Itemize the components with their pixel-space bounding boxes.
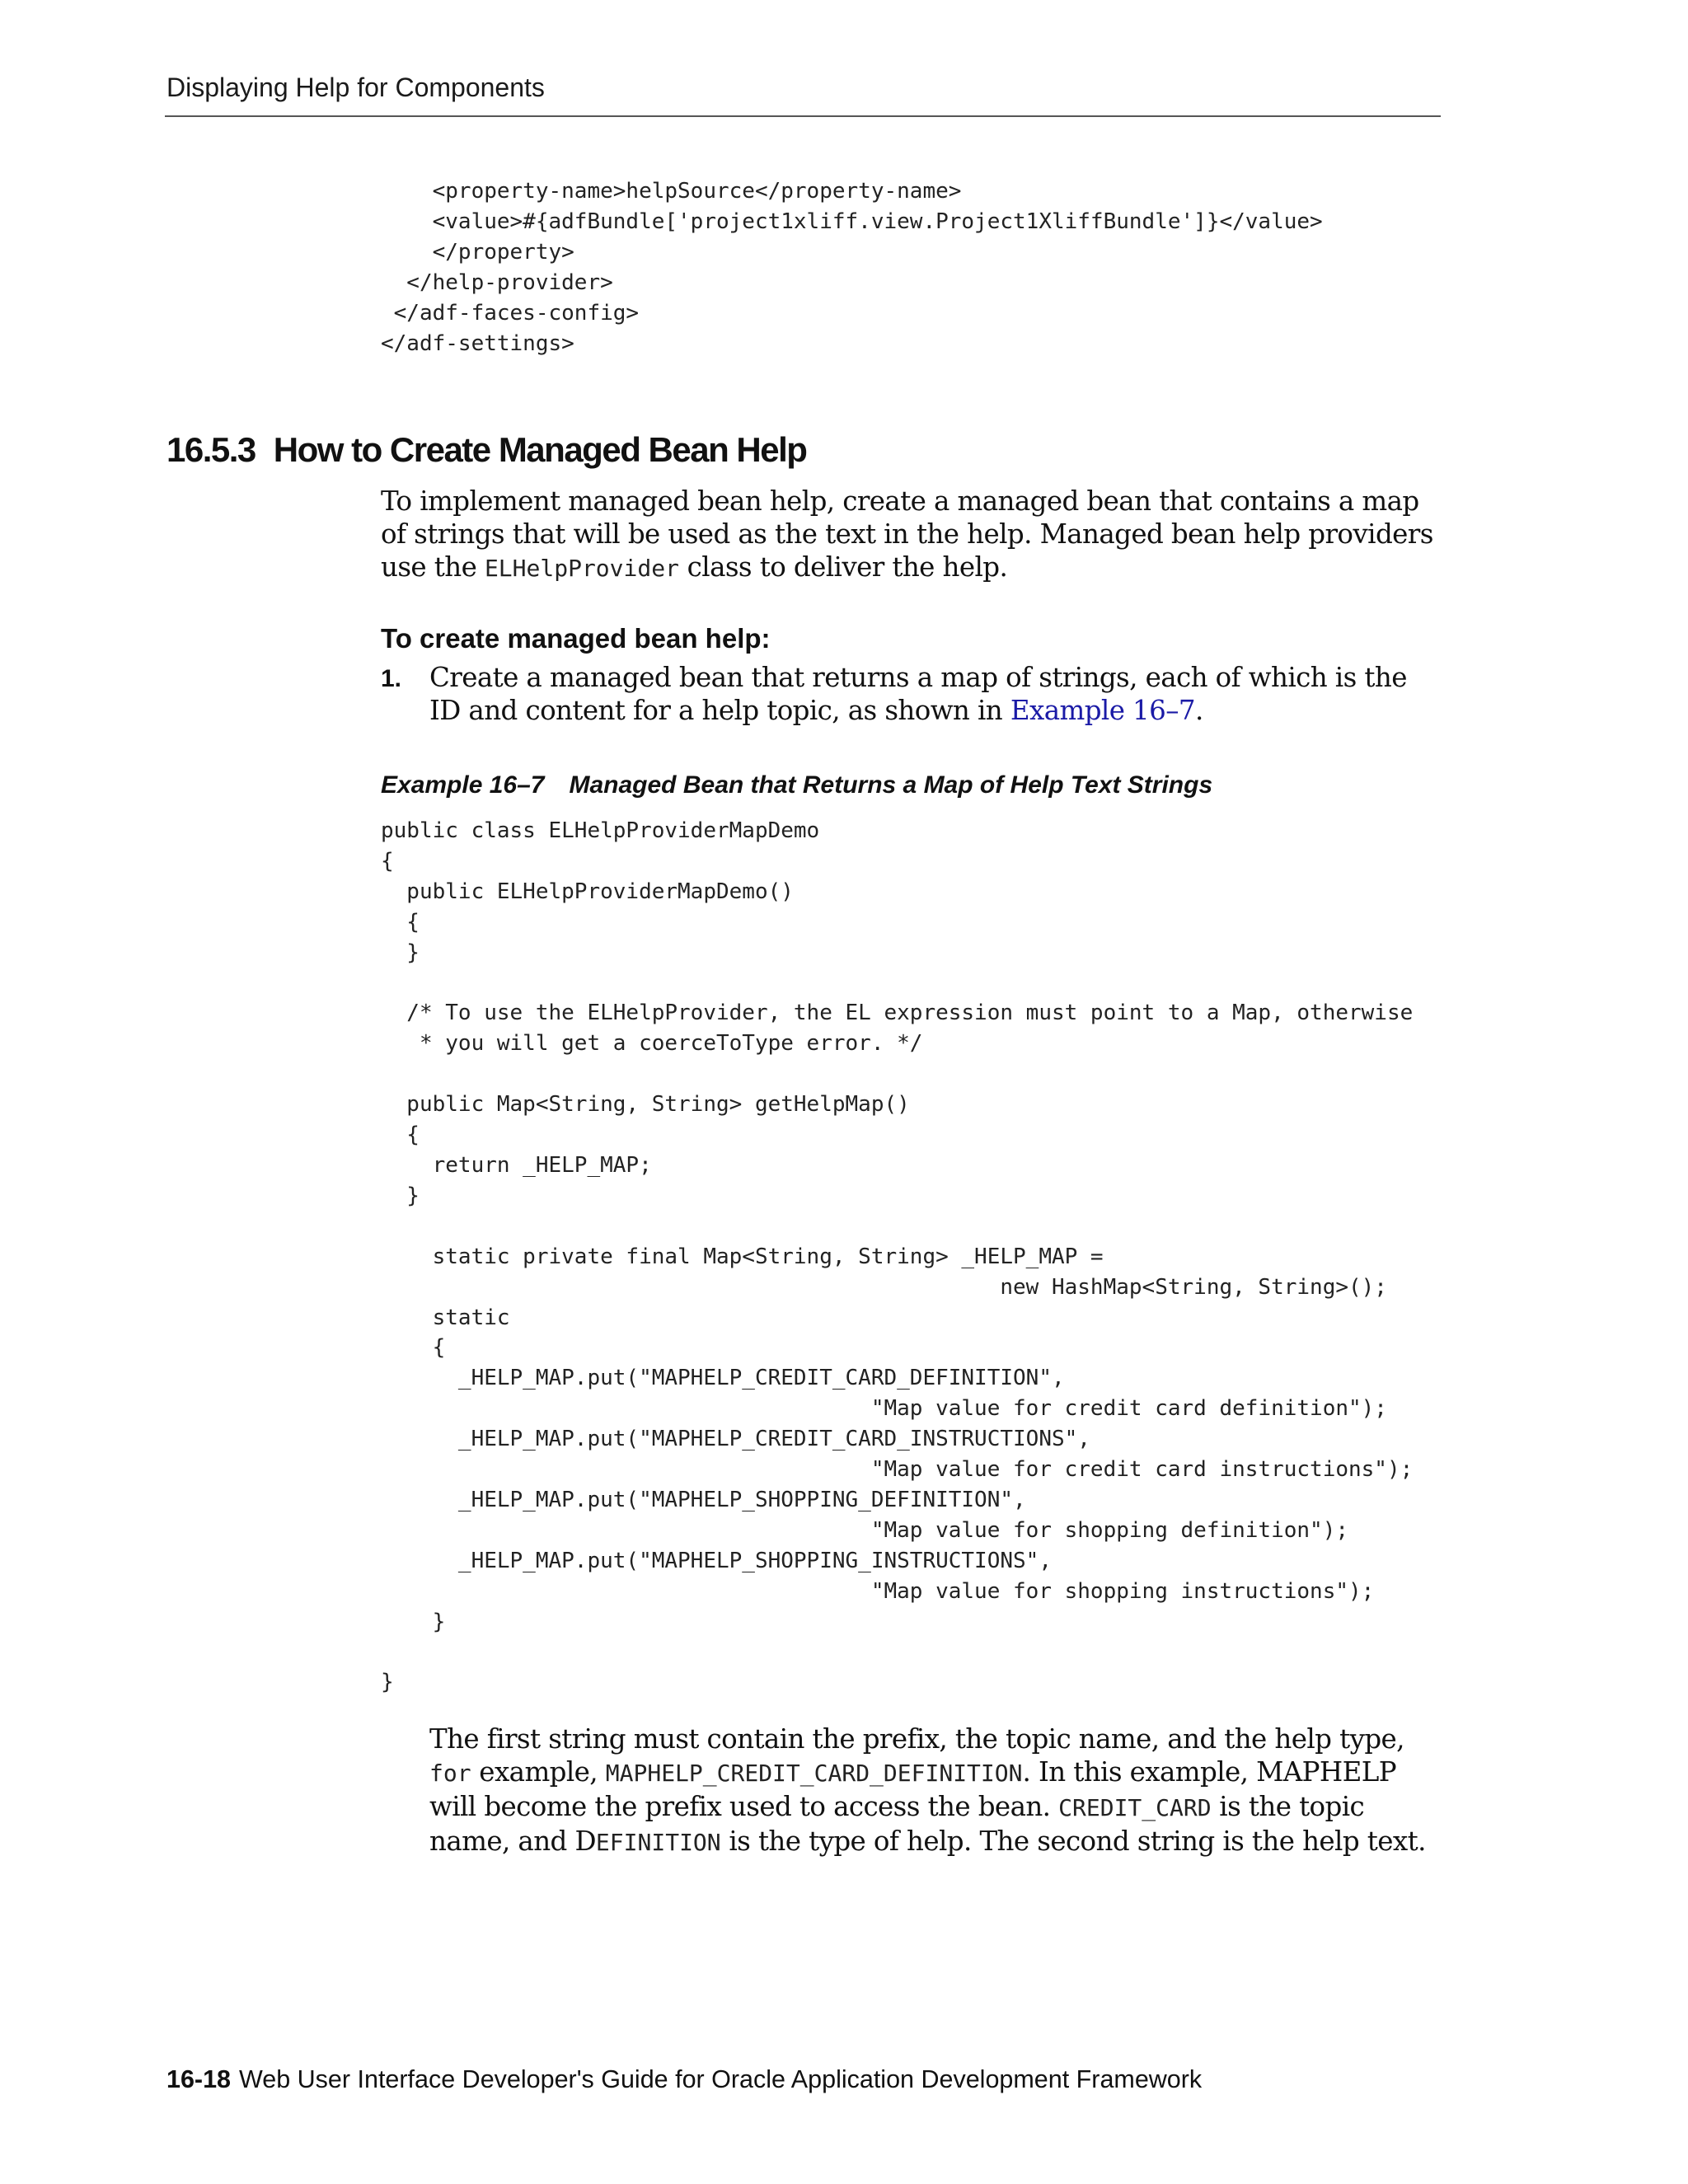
code-listing-example: public class ELHelpProviderMapDemo { public ELHelpProviderMapDemo() { } /* To use the ELHelpProvider, the EL expression must point to a Map, otherwise * you will get a coerceToType error. */ public Map<String, String> getHelpMap() { return _HELP_MAP; } static private final Map<String, String> _HELP_MAP = new HashMap<String, String>(); static { _HELP_MAP.put("MAPHELP_CREDIT_CARD_DEFINITION", "Map value for credit card definition"); _HELP_MAP.put("MAPHELP_CREDIT_CARD_INSTRUCTIONS", "Map value for credit card instructions"); _HELP_MAP.put("MAPHELP_SHOPPING_DEFINITION", "Map value for shopping definition"); _HELP_MAP.put("MAPHELP_SHOPPING_INSTRUCTIONS", "Map value for shopping instructions"); } } (381, 818, 1414, 1695)
example-cross-reference-link[interactable]: Example 16–7 (1010, 695, 1195, 726)
section-title: How to Create Managed Bean Help (273, 430, 807, 469)
closing-code-3: CREDIT_CARD (1058, 1794, 1212, 1821)
procedure-heading: To create managed bean help: (381, 623, 771, 654)
page-footer (166, 2065, 1202, 2094)
step-text (429, 661, 1443, 727)
closing-code-1: for (429, 1760, 471, 1787)
example-title: Managed Bean that Returns a Map of Help Text Strings (569, 771, 1213, 799)
closing-text-5: is the type of help. The second string is the help text. (720, 1825, 1426, 1857)
closing-paragraph (429, 1722, 1443, 1859)
page-number: 16-18 (166, 2065, 232, 2093)
step-number: 1. (381, 665, 402, 692)
section-heading (166, 430, 806, 470)
intro-text-start: To implement managed bean help, create a managed bean that contains a map of strings that will be used as the text in the help. Managed bean help providers use the (381, 485, 1433, 583)
code-listing-top: <property-name>helpSource</property-name> <value>#{adfBundle['project1xliff.view.Project1XliffBundle']}</value> </property> </help-provider> </adf-faces-config> </adf-settings> (381, 179, 1323, 356)
intro-paragraph (381, 485, 1444, 585)
intro-text-end: class to deliver the help. (678, 551, 1008, 583)
step-text-end: . (1194, 695, 1203, 726)
example-caption (381, 771, 1212, 799)
closing-code-4: EFINITION (595, 1829, 721, 1856)
header-divider (165, 115, 1441, 117)
book-title: Web User Interface Developer's Guide for Oracle Application Development Framework (239, 2065, 1203, 2093)
closing-text-1: The first string must contain the prefix, the topic name, and the help type, (429, 1723, 1404, 1755)
closing-code-2: MAPHELP_CREDIT_CARD_DEFINITION (605, 1760, 1023, 1787)
closing-text-2: example, (471, 1756, 606, 1788)
step-text-body: Create a managed bean that returns a map of strings, each of which is the ID and content for a help topic, as shown in (429, 662, 1407, 726)
running-header: Displaying Help for Components (166, 73, 545, 102)
closing-text-3: . In this example, MAPHELP will become the prefix used to access the bean. (429, 1756, 1397, 1822)
closing-text-4: is the topic name, and D (429, 1791, 1365, 1857)
intro-code-term: ELHelpProvider (484, 555, 679, 582)
section-number: 16.5.3 (166, 430, 256, 469)
example-number: Example 16–7 (381, 771, 545, 799)
